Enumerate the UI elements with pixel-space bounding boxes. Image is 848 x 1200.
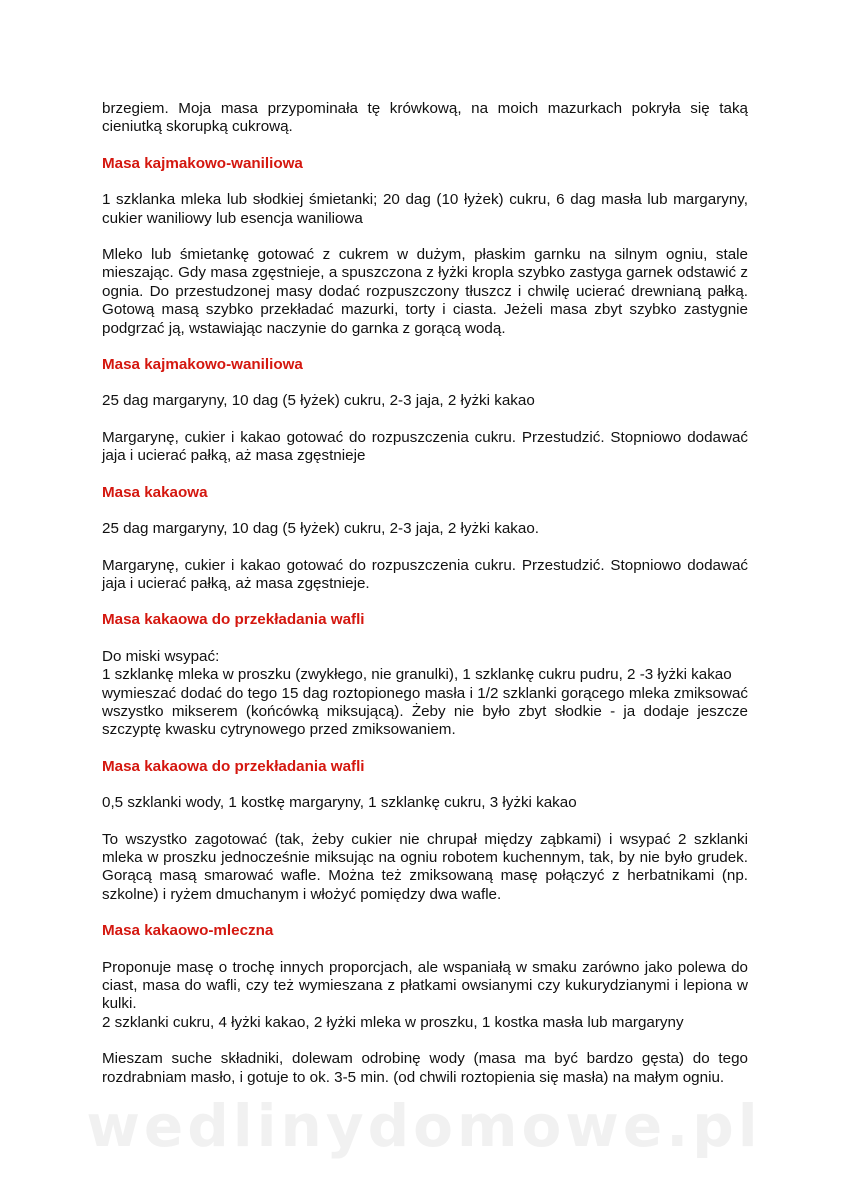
text-line: Do miski wsypać: (102, 647, 220, 665)
text-line: 2 szklanki cukru, 4 łyżki kakao, 2 łyżki mleka w proszku, 1 kostka masła lub margaryny (102, 1013, 684, 1031)
ingredients-paragraph: 0,5 szklanki wody, 1 kostkę margaryny, 1 szklankę cukru, 3 łyżki kakao (102, 794, 577, 812)
heading-masa-kakaowa-wafle-2: Masa kakaowa do przekładania wafli (102, 757, 365, 775)
heading-masa-kajmakowo-waniliowa-2: Masa kajmakowo-waniliowa (102, 356, 303, 374)
heading-masa-kakaowa-wafle-1: Masa kakaowa do przekładania wafli (102, 611, 365, 629)
instructions-paragraph: To wszystko zagotować (tak, żeby cukier nie chrupał między ząbkami) i wsypać 2 szklanki mleka w proszku jednocześnie miksując na ogniu robotem kuchennym, tak, by nie było grudek. Gorącą masą smarować wafle. Można też zmiksowaną masę połączyć z herbatnikami (np. szkolne) i ryżem dmuchanym i włożyć pomiędzy dwa wafle. (102, 830, 748, 903)
instructions-paragraph: Mieszam suche składniki, dolewam odrobinę wody (masa ma być bardzo gęsta) do tego rozdrabniam masło, i gotuje to ok. 3-5 min. (od chwili roztopienia się masła) na małym ogniu. (102, 1050, 748, 1086)
text-line: wymieszać dodać do tego 15 dag roztopionego masła i 1/2 szklanki gorącego mleka zmiksować wszystko mikserem (końcówką miksującą). Żeby nie było zbyt słodkie - ja dodaje jeszcze szczyptę kwasku cytrynowego przed zmiksowaniem. (102, 684, 748, 739)
instructions-paragraph: Margarynę, cukier i kakao gotować do rozpuszczenia cukru. Przestudzić. Stopniowo dodawać jaja i ucierać pałką, aż masa zgęstnieje (102, 428, 748, 465)
heading-masa-kajmakowo-waniliowa-1: Masa kajmakowo-waniliowa (102, 154, 303, 172)
text-line: 1 szklankę mleka w proszku (zwykłego, nie granulki), 1 szklankę cukru pudru, 2 -3 łyżki kakao (102, 666, 732, 684)
ingredients-paragraph: 25 dag margaryny, 10 dag (5 łyżek) cukru, 2-3 jaja, 2 łyżki kakao. (102, 520, 539, 538)
watermark: wedlinydomowe.pl (86, 1092, 762, 1160)
ingredients-paragraph: 25 dag margaryny, 10 dag (5 łyżek) cukru, 2-3 jaja, 2 łyżki kakao (102, 392, 535, 410)
ingredients-paragraph: 1 szklanka mleka lub słodkiej śmietanki; 20 dag (10 łyżek) cukru, 6 dag masła lub margaryny, cukier waniliowy lub esencja waniliowa (102, 191, 748, 227)
instructions-paragraph: Margarynę, cukier i kakao gotować do rozpuszczenia cukru. Przestudzić. Stopniowo dodawać jaja i ucierać pałką, aż masa zgęstnieje. (102, 556, 748, 592)
paragraph-intro-continuation: brzegiem. Moja masa przypominała tę krówkową, na moich mazurkach pokryła się taką cieniutką skorupką cukrową. (102, 100, 748, 136)
text-line: Proponuje masę o trochę innych proporcjach, ale wspaniałą w smaku zarówno jako polewa do ciast, masa do wafli, czy też wymieszana z płatkami owsianymi czy kukurydzianymi i lepiona w kulki. (102, 958, 748, 1013)
heading-masa-kakaowo-mleczna: Masa kakaowo-mleczna (102, 922, 274, 940)
instructions-paragraph: Mleko lub śmietankę gotować z cukrem w dużym, płaskim garnku na silnym ogniu, stale mieszając. Gdy masa zgęstnieje, a spuszczona z łyżki kropla szybko zastyga garnek odstawić z ognia. Do przestudzonej masy dodać rozpuszczony tłuszcz i chwilę ucierać drewnianą pałką. Gotową masą szybko przekładać mazurki, torty i ciasta. Jeżeli masa zbyt szybko zastygnie podgrzać ją, wstawiając naczynie do garnka z gorącą wodą. (102, 246, 748, 337)
heading-masa-kakaowa: Masa kakaowa (102, 483, 208, 501)
document-body (102, 100, 748, 1087)
